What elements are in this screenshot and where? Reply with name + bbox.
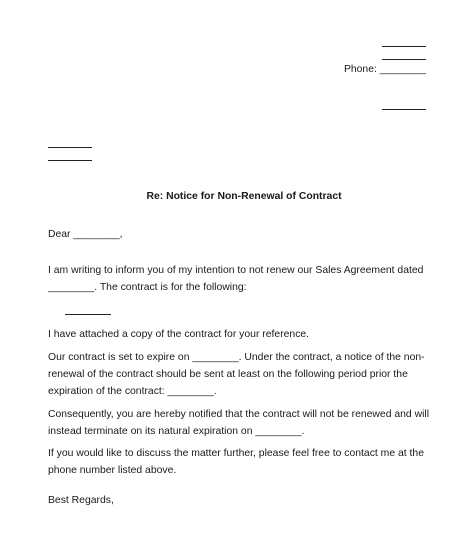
contract-items-blank: [65, 314, 111, 315]
paragraph-expiry-line-1: Our contract is set to expire on ________. Under the contract, a notice of the non-: [48, 352, 425, 363]
paragraph-intent-line-2: ________. The contract is for the following:: [48, 282, 247, 293]
subject-line: Re: Notice for Non-Renewal of Contract: [146, 191, 342, 202]
sender-phone-field: Phone: ________: [343, 64, 426, 75]
sender-address-blank-2: [382, 59, 426, 60]
date-blank: [382, 109, 426, 110]
paragraph-attachment: I have attached a copy of the contract for your reference.: [48, 329, 310, 340]
recipient-address-blank-1: [48, 147, 92, 148]
paragraph-expiry-line-2: renewal of the contract should be sent at least on the following period prior the: [48, 369, 408, 380]
paragraph-notice-line-1: Consequently, you are hereby notified that the contract will not be renewed and will: [48, 409, 430, 420]
salutation: Dear ________,: [48, 229, 123, 240]
recipient-address-blank-2: [48, 160, 92, 161]
paragraph-contact-line-2: phone number listed above.: [48, 465, 177, 476]
paragraph-notice-line-2: instead terminate on its natural expiration on ________.: [48, 426, 305, 437]
paragraph-intent-line-1: I am writing to inform you of my intention to not renew our Sales Agreement dated: [48, 265, 424, 276]
paragraph-contact-line-1: If you would like to discuss the matter further, please feel free to contact me at the: [48, 448, 424, 459]
closing: Best Regards,: [48, 495, 114, 506]
sender-address-blank-1: [382, 46, 426, 47]
paragraph-expiry-line-3: expiration of the contract: ________.: [48, 386, 217, 397]
